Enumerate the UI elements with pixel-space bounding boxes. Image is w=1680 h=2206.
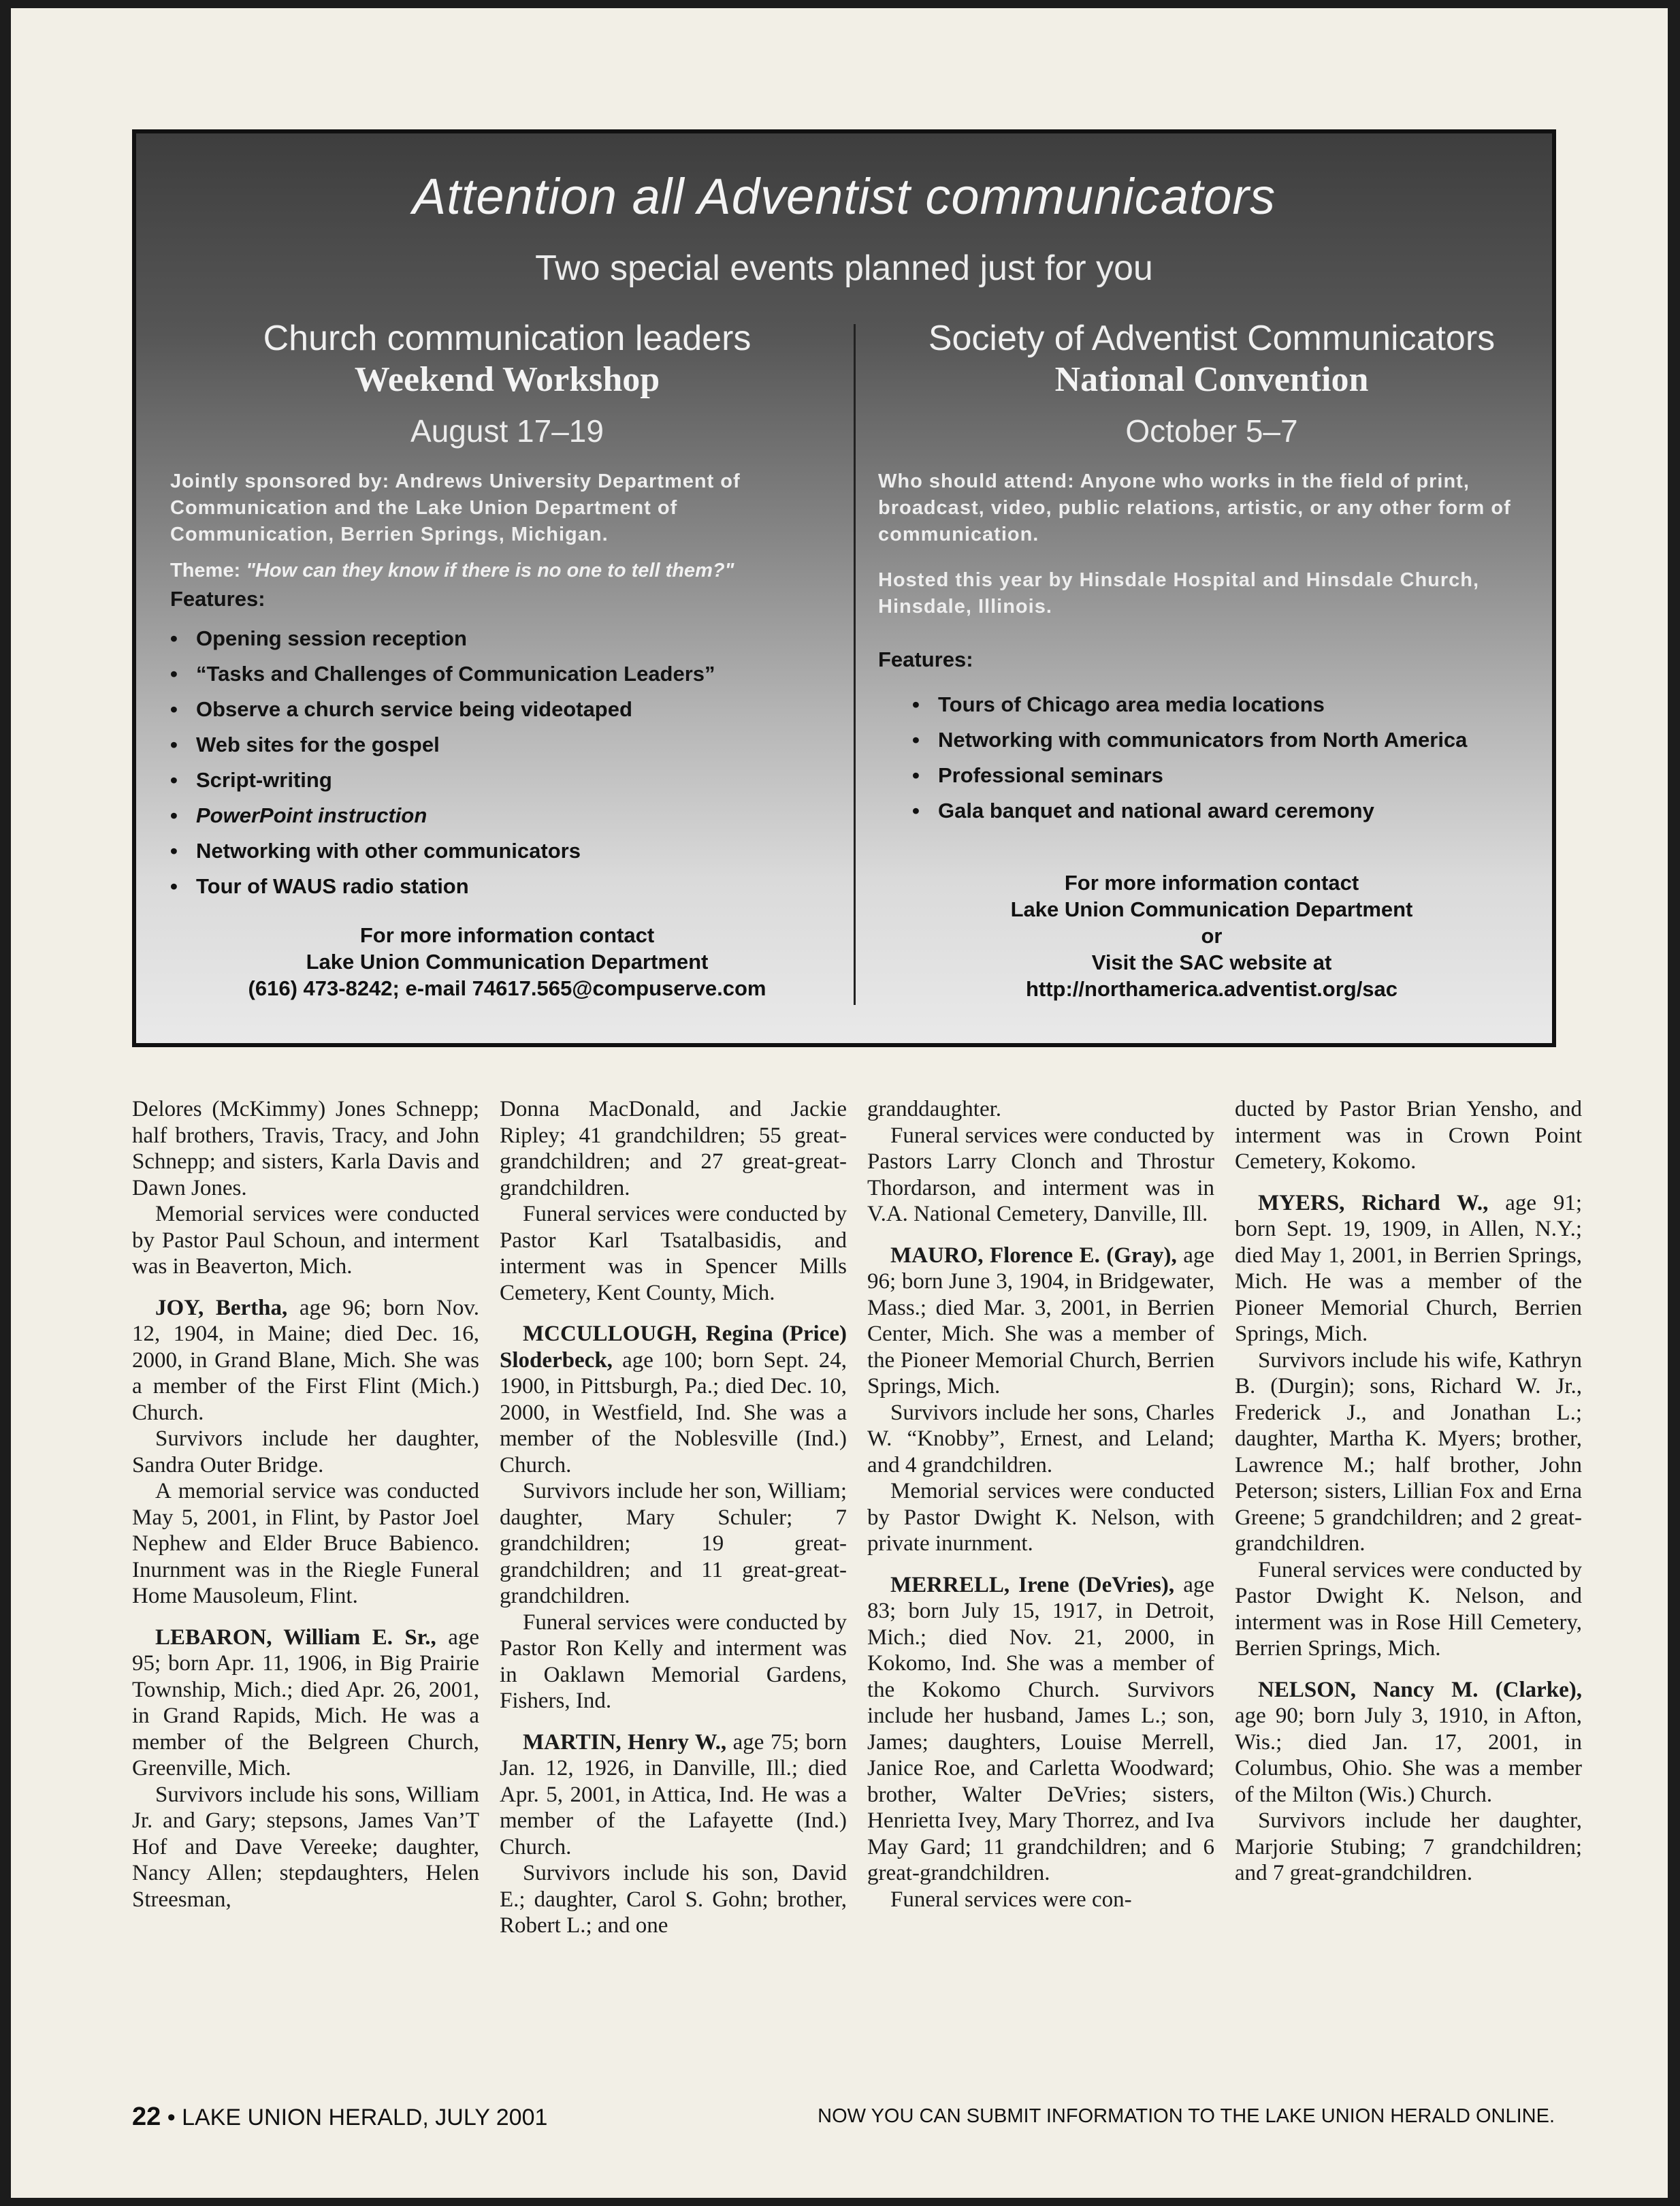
- convention-title: National Convention: [1054, 360, 1369, 399]
- feature-item: • Web sites for the gospel: [170, 733, 440, 756]
- obituary-entry: MAURO, Florence E. (Gray), age 96; born June 3, 1904, in Bridgewater, Mass.; died Mar. 3, 2001, in Berrien Center, Mich. She was a member of the Pioneer Memorial Church, Berrien Springs, Mich.: [867, 1243, 1214, 1398]
- workshop-title: Weekend Workshop: [354, 360, 660, 399]
- obituary-paragraph: Survivors include her sons, Charles W. “Knobby”, Ernest, and Leland; and 4 grandchildren.: [867, 1400, 1214, 1477]
- convention-features-list: [878, 687, 1545, 829]
- obituary-paragraph: ducted by Pastor Brian Yensho, and interment was in Crown Point Cemetery, Kokomo.: [1235, 1097, 1582, 1174]
- convention-features-label: Features:: [878, 648, 973, 671]
- obituary-paragraph: Funeral services were conducted by Pastors Larry Clonch and Throstur Thordarson, and interment was in V.A. National Cemetery, Danville, Ill.: [867, 1123, 1214, 1226]
- feature-item: • Professional seminars: [912, 763, 1163, 787]
- obituary-paragraph: Funeral services were con-: [890, 1887, 1132, 1912]
- workshop-column: [170, 317, 844, 1002]
- communicators-advertisement: [132, 129, 1556, 1047]
- obituary-entry: LEBARON, William E. Sr., age 95; born Apr. 11, 1906, in Big Prairie Township, Mich.; died Apr. 26, 2001, in Grand Rapids, Mich. He was a member of the Belgreen Church, Greenville, Mich.: [132, 1625, 479, 1780]
- obituary-paragraph: Survivors include her son, William; daughter, Mary Schuler; 7 grandchildren; 19 great-grandchildren; and 11 great-great-grandchildren.: [500, 1479, 847, 1608]
- workshop-sponsor: Jointly sponsored by: Andrews University Department of Communication and the Lake Union Department of Communication, Berrien Springs, Michigan.: [170, 470, 741, 545]
- obituary-paragraph: A memorial service was conducted May 5, 2001, in Flint, by Pastor Joel Nephew and Elder Bruce Babienco. Inurnment was in the Riegle Funeral Home Mausoleum, Flint.: [132, 1479, 479, 1608]
- workshop-date: August 17–19: [410, 413, 604, 449]
- obituary-paragraph: Donna MacDonald, and Jackie Ripley; 41 grandchildren; 55 great-grandchildren; and 27 great-great-grandchildren.: [500, 1097, 847, 1200]
- obituary-paragraph: Survivors include his sons, William Jr. and Gary; stepsons, James Van’T Hof and Dave Vereeke; daughter, Nancy Allen; stepdaughters, Helen Streesman,: [132, 1782, 479, 1912]
- obituary-entry: MYERS, Richard W., age 91; born Sept. 19, 1909, in Allen, N.Y.; died May 1, 2001, in Berrien Springs, Mich. He was a member of the Pioneer Memorial Church, Berrien Springs, Mich.: [1235, 1190, 1582, 1346]
- feature-item: • Tours of Chicago area media locations: [912, 692, 1325, 716]
- obituary-entry: JOY, Bertha, age 96; born Nov. 12, 1904, in Maine; died Dec. 16, 2000, in Grand Blane, Mich. She was a member of the First Flint (Mich.) Church.: [132, 1295, 479, 1425]
- ad-column-divider: [854, 324, 856, 1005]
- feature-item: • Networking with communicators from North America: [912, 728, 1468, 752]
- workshop-theme-text: "How can they know if there is no one to tell them?": [246, 560, 734, 581]
- ad-title: Attention all Adventist communicators: [412, 168, 1276, 225]
- feature-item: • Script-writing: [170, 768, 332, 792]
- obituary-entry: MARTIN, Henry W., age 75; born Jan. 12, 1926, in Danville, Ill.; died Apr. 5, 2001, in Attica, Ind. He was a member of the Lafayette (Ind.) Church.: [500, 1729, 847, 1859]
- workshop-heading: Church communication leaders: [263, 319, 752, 358]
- feature-item: • Networking with other communicators: [170, 839, 581, 863]
- feature-item: • PowerPoint instruction: [170, 803, 427, 827]
- obituary-paragraph: Survivors include his son, David E.; daughter, Carol S. Gohn; brother, Robert L.; and one: [500, 1861, 847, 1938]
- feature-item: • Gala banquet and national award ceremony: [912, 799, 1374, 822]
- feature-item: • “Tasks and Challenges of Communication Leaders”: [170, 662, 715, 686]
- obituary-paragraph: Funeral services were conducted by Pastor Dwight K. Nelson, and interment was in Rose Hill Cemetery, Berrien Springs, Mich.: [1235, 1557, 1582, 1661]
- workshop-theme: [170, 558, 844, 584]
- obituary-paragraph: Delores (McKimmy) Jones Schnepp; half brothers, Travis, Tracy, and John Schnepp; and sisters, Karla Davis and Dawn Jones.: [132, 1097, 479, 1200]
- workshop-features-label: Features:: [170, 587, 265, 611]
- page-footer-left: [132, 2103, 547, 2132]
- feature-item: • Tour of WAUS radio station: [170, 874, 469, 898]
- publication-title: LAKE UNION HERALD, JULY 2001: [182, 2105, 548, 2130]
- feature-item: • Opening session reception: [170, 626, 467, 650]
- magazine-page: [11, 8, 1668, 2198]
- convention-contact: For more information contact Lake Union Communication Department or Visit the SAC website at http://northamerica.adventist.org/sac: [1010, 871, 1413, 1001]
- workshop-features-list: [170, 621, 844, 904]
- obituary-entry: MCCULLOUGH, Regina (Price) Sloderbeck, age 100; born Sept. 24, 1900, in Pittsburgh, Pa.; died Dec. 10, 2000, in Westfield, Ind. She was a member of the Noblesville (Ind.) Church.: [500, 1322, 847, 1477]
- obituary-paragraph: Funeral services were conducted by Pastor Ron Kelly and interment was in Oaklawn Memorial Gardens, Fishers, Ind.: [500, 1610, 847, 1713]
- convention-heading: Society of Adventist Communicators: [928, 319, 1496, 358]
- footer-separator: •: [167, 2105, 176, 2130]
- convention-who: Who should attend: Anyone who works in the field of print, broadcast, video, public relations, artistic, or any other form of communication.: [878, 470, 1511, 545]
- obituary-paragraph: Memorial services were conducted by Pastor Paul Schoun, and interment was in Beaverton, Mich.: [132, 1202, 479, 1279]
- obituary-column-2: [500, 1096, 847, 1939]
- obituary-entry: MERRELL, Irene (DeVries), age 83; born July 15, 1917, in Detroit, Mich.; died Nov. 21, 2000, in Kokomo, Ind. She was a member of the Kokomo Church. Survivors include her husband, James L.; son, James; daughters, Louise Merrell, Janice Roe, and Carletta Woodward; brother, Walter DeVries; sisters, Henrietta Ivey, Mary Thorrez, and Iva May Gard; 11 grandchildren; and 6 great-grandchildren.: [867, 1572, 1215, 1885]
- workshop-contact: For more information contact Lake Union Communication Department (616) 473-8242; e-mail 74617.565@compuserve.com: [248, 923, 766, 1000]
- page-number: 22: [132, 2103, 161, 2131]
- obituary-paragraph: granddaughter.: [867, 1097, 1002, 1121]
- obituary-paragraph: Memorial services were conducted by Pastor Dwight K. Nelson, with private inurnment.: [867, 1479, 1214, 1556]
- obituary-column-1: [132, 1096, 479, 1913]
- obituary-column-4: [1235, 1096, 1582, 1887]
- obituary-paragraph: Survivors include his wife, Kathryn B. (Durgin); sons, Richard W. Jr., Frederick J., and Jonathan L.; daughter, Martha K. Myers; brother, Lawrence M.; half brother, John Peterson; sisters, Lillian Fox and Erna Greene; 5 grandchildren; and 2 great-grandchildren.: [1235, 1347, 1582, 1556]
- convention-hosted: Hosted this year by Hinsdale Hospital and Hinsdale Church, Hinsdale, Illinois.: [878, 569, 1480, 618]
- convention-date: October 5–7: [1125, 413, 1298, 449]
- feature-item: • Observe a church service being videotaped: [170, 697, 632, 721]
- obituary-column-3: [867, 1096, 1214, 1913]
- obituary-entry: NELSON, Nancy M. (Clarke), age 90; born July 3, 1910, in Afton, Wis.; died Jan. 17, 2001, in Columbus, Ohio. She was a member of the Milton (Wis.) Church.: [1235, 1677, 1582, 1807]
- convention-column: [878, 317, 1545, 1002]
- ad-subtitle: Two special events planned just for you: [535, 249, 1153, 288]
- obituary-paragraph: Survivors include her daughter, Marjorie Stubing; 7 grandchildren; and 7 great-grandchildren.: [1235, 1808, 1582, 1885]
- workshop-theme-label: Theme:: [170, 560, 246, 581]
- obituary-paragraph: Survivors include her daughter, Sandra Outer Bridge.: [132, 1426, 479, 1477]
- page-footer-right: NOW YOU CAN SUBMIT INFORMATION TO THE LAKE UNION HERALD ONLINE.: [818, 2105, 1555, 2127]
- obituary-paragraph: Funeral services were conducted by Pastor Karl Tsatalbasidis, and interment was in Spencer Mills Cemetery, Kent County, Mich.: [500, 1202, 847, 1305]
